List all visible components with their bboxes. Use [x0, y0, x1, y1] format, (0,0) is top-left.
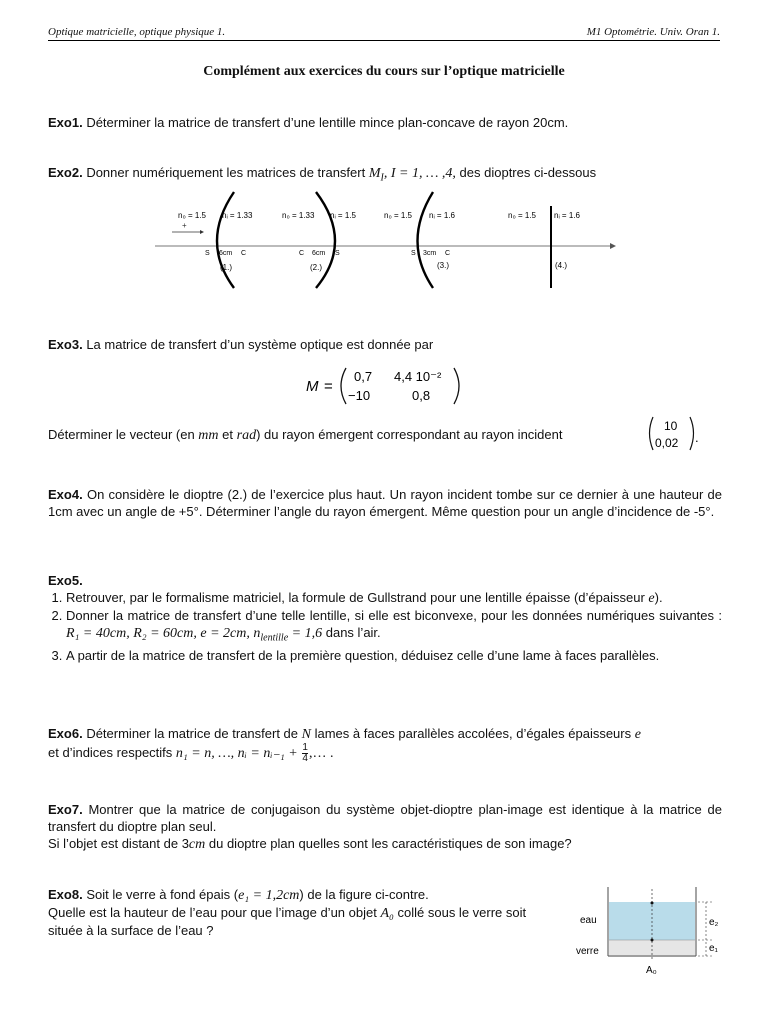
dioptre-1-dist: 6cm [219, 250, 233, 257]
exo2-math-m: M [368, 166, 381, 181]
exo5-list [48, 589, 722, 664]
exo4 [48, 486, 722, 520]
exo3-unit-mm: mm [198, 428, 219, 443]
dioptre-1-no: n₀ = 1.5 [178, 211, 207, 220]
matrix-m12: 4,4 10⁻² [394, 369, 442, 384]
page-title: Complément aux exercices du cours sur l’optique matricielle [203, 64, 565, 79]
exo2-math-sub: I [380, 172, 384, 184]
exo7-label: Exo7. [48, 802, 83, 817]
dioptre-4-ni: nᵢ = 1.6 [554, 211, 580, 220]
dioptre-2-dist: 6cm [312, 250, 326, 257]
dioptre-3-surface [418, 192, 437, 288]
exo6-fraction: $\frac{1}{4}$ [302, 742, 308, 764]
exo3-label: Exo3. [48, 337, 83, 352]
exo4-text: On considère le dioptre (2.) de l’exercice plus haut. Un rayon incident tombe sur ce dernier à une hauteur de 1cm avec un angle de +5°. Déterminer l’angle du rayon émergent. Même question pour un angle d’incidence de -5°. [48, 487, 722, 519]
exo1-text: Déterminer la matrice de transfert d’une lentille mince plan-concave de rayon 20cm. [86, 115, 569, 130]
dioptre-1-s: S [205, 250, 210, 257]
dioptre-2-no: n₀ = 1.33 [282, 211, 315, 220]
dioptres-diagram [150, 190, 620, 295]
label-eau: eau [580, 915, 597, 926]
dioptre-3-no: n₀ = 1.5 [384, 211, 413, 220]
axis-arrowhead [610, 243, 616, 249]
dioptre-4-num: (4.) [555, 261, 567, 270]
dioptre-1-ni: nᵢ = 1.33 [222, 211, 253, 220]
exo6: Exo6. Déterminer la matrice de transfert de N lames à faces parallèles accolées, d’égales épaisseurs e et d’indices respectifs n₁ = n, …, nᵢ = nᵢ₋₁ + $\frac{1}{4}$ ,… . [48, 726, 641, 764]
matrix-m22: 0,8 [412, 388, 431, 403]
direction-plus: + [182, 221, 187, 230]
glass-figure [570, 885, 730, 985]
exo2-math-rest: , I = 1, … ,4, [383, 166, 456, 181]
exo5-label: Exo5. [48, 573, 83, 588]
exo1-label: Exo1. [48, 115, 83, 130]
dioptre-1-surface [217, 192, 234, 288]
exo3-text: La matrice de transfert d’un système optique est donnée par [86, 337, 434, 352]
exo5-item-1: 1. Retrouver, par le formalisme matriciel, la formule de Gullstrand pour une lentille épaisse (d’épaisseur e). [66, 589, 722, 607]
header-left: Optique matricielle, optique physique 1. [48, 26, 226, 38]
exo3-matrix [306, 364, 476, 415]
dioptre-3-c: C [445, 250, 451, 257]
exo3-text2-et: et [222, 427, 233, 442]
vector-v1: 10 [664, 419, 678, 433]
exo5 [48, 572, 722, 664]
dioptre-3-num: (3.) [437, 261, 449, 270]
matrix-m11: 0,7 [354, 369, 373, 384]
dioptre-2-c: C [299, 250, 305, 257]
page-header [48, 24, 720, 41]
exo2-label: Exo2. [48, 165, 83, 180]
exo5-item-2: 2. Donner la matrice de transfert d’une telle lentille, si elle est biconvexe, pour les données numériques suivantes : R₁ = 40cm, R₂ = 60cm, e = 2cm, $n_{lentille} = 1,6$ dans l’air. [66, 607, 722, 647]
label-verre: verre [576, 946, 599, 957]
matrix-equals: = [324, 378, 333, 395]
label-e2: e₂ [709, 917, 719, 928]
matrix-name: M [306, 378, 319, 395]
label-a0: A₀ [646, 965, 657, 976]
dioptre-1-c: C [241, 250, 247, 257]
exo3-unit-rad: rad [236, 428, 257, 443]
exo3-question [48, 426, 722, 444]
vector-v2: 0,02 [655, 436, 679, 450]
exo2-text-b: des dioptres ci-dessous [459, 165, 597, 180]
dioptre-2-surface [316, 192, 335, 288]
dioptre-3-s: S [411, 250, 416, 257]
dioptre-2-num: (2.) [310, 263, 322, 272]
exo8-label: Exo8. [48, 887, 83, 902]
matrix-m21: −10 [348, 388, 371, 403]
dioptre-4-no: n₀ = 1.5 [508, 211, 537, 220]
dioptre-1-num: (1.) [220, 263, 232, 272]
exo3-text2-a: Déterminer le vecteur (en [48, 427, 195, 442]
exo5-item-3: 3. A partir de la matrice de transfert de la première question, déduisez celle d’une lame à faces parallèles. [66, 647, 722, 664]
exo2-text-a: Donner numériquement les matrices de transfert [86, 165, 366, 180]
dioptre-2-ni: nᵢ = 1.5 [330, 211, 356, 220]
exo6-label: Exo6. [48, 726, 83, 741]
vector-end: . [695, 430, 699, 445]
dioptre-3-ni: nᵢ = 1.6 [429, 211, 455, 220]
exo7: Exo7. Montrer que la matrice de conjugaison du système objet-dioptre plan-image est identique à la matrice de transfert du dioptre plan seul. Si l’objet est distant de 3cm du dioptre plan quelles sont les caractéristiques de son image? [48, 802, 723, 852]
exo3 [48, 336, 722, 353]
dioptre-3-dist: 3cm [423, 250, 437, 257]
exo4-label: Exo4. [48, 487, 83, 502]
exo8: Exo8. Soit le verre à fond épais (e₁ = 1,2cm) de la figure ci-contre. Quelle est la hauteur de l’eau pour que l’image d’un objet A₀ collé sous le verre soit située à la surface de l’eau ? [48, 887, 527, 938]
exo2 [48, 164, 722, 187]
label-e1: e₁ [709, 943, 718, 954]
header-right: M1 Optométrie. Univ. Oran 1. [586, 26, 720, 38]
dioptre-2-s: S [335, 250, 340, 257]
exo1 [48, 114, 722, 131]
exo3-text2-b: ) du rayon émergent correspondant au rayon incident [256, 427, 563, 442]
exo3-vector [646, 414, 702, 459]
